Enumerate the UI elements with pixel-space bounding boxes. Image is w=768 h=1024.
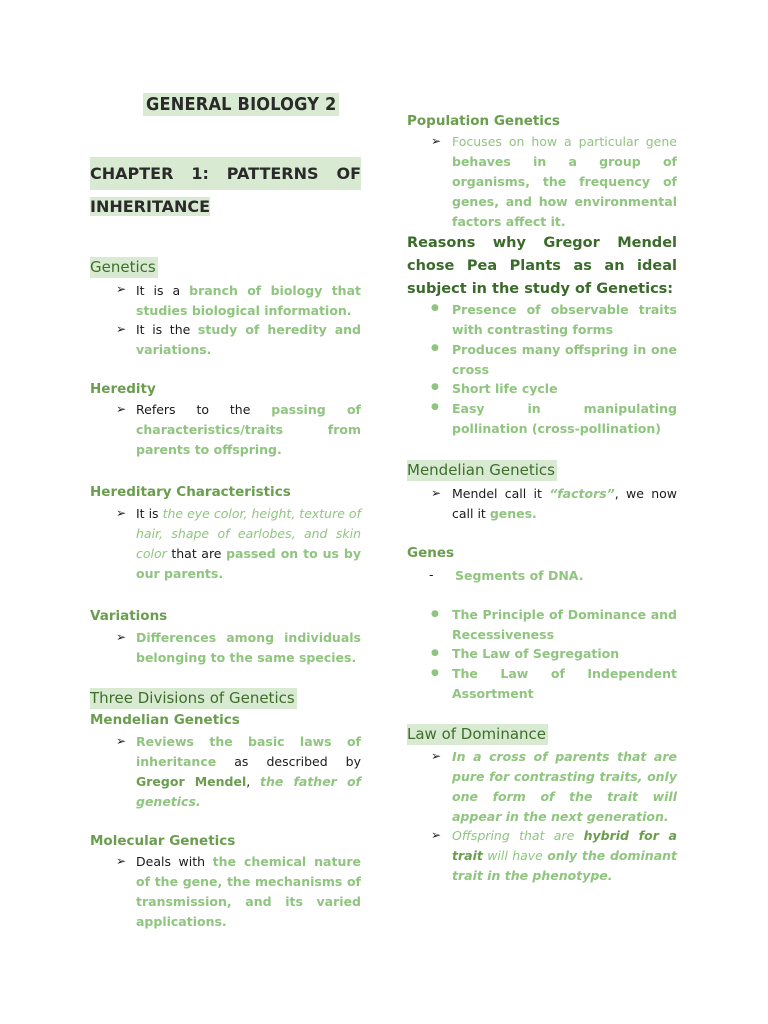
section-heading-variations: Variations: [90, 608, 168, 624]
bullet-dot-icon: ●: [431, 343, 439, 353]
arrow-bullet-icon: ➢: [116, 854, 127, 868]
arrow-bullet-icon: ➢: [116, 402, 127, 416]
section-heading-hereditary-characteristics: Hereditary Characteristics: [90, 484, 291, 500]
variations-item: Differences among individuals belonging to the same species.: [136, 630, 361, 665]
subheading-mendelian-genetics: Mendelian Genetics: [90, 712, 240, 728]
heredity-item: Refers to the passing of characteristics/traits from parents to offspring.: [136, 402, 361, 457]
reason-item-2: Produces many offspring in one cross: [452, 342, 677, 377]
section-heading-population-genetics: Population Genetics: [407, 113, 560, 129]
arrow-bullet-icon: ➢: [116, 506, 127, 520]
arrow-bullet-icon: ➢: [431, 134, 442, 148]
arrow-bullet-icon: ➢: [116, 322, 127, 336]
bullet-dot-icon: ●: [431, 402, 439, 412]
reasons-heading: Reasons why Gregor Mendel chose Pea Plants as an ideal subject in the study of Genetics:: [407, 235, 677, 297]
molecular-genetics-item: Deals with the chemical nature of the gene, the mechanisms of transmission, and its varied applications.: [136, 854, 361, 929]
chapter-heading-line1: CHAPTER 1: PATTERNS OF: [90, 157, 361, 190]
bullet-dot-icon: ●: [431, 303, 439, 313]
bullet-dot-icon: ●: [431, 382, 439, 392]
law-of-dominance-item-2: Offspring that are hybrid for a trait will have only the dominant trait in the phenotype.: [452, 828, 678, 883]
dash-marker: -: [429, 567, 434, 582]
bullet-dot-icon: ●: [431, 668, 439, 678]
mendelian-genetics-item: Mendel call it “factors”, we now call it genes.: [452, 486, 677, 521]
bullet-dot-icon: ●: [431, 648, 439, 658]
chapter-heading: [90, 157, 361, 223]
bullet-dot-icon: ●: [431, 609, 439, 619]
arrow-bullet-icon: ➢: [431, 486, 442, 500]
arrow-bullet-icon: ➢: [431, 828, 442, 842]
chapter-heading-line2: INHERITANCE: [90, 197, 211, 216]
principle-item-3: The Law of Independent Assortment: [452, 666, 677, 701]
population-genetics-item: Focuses on how a particular gene behaves in a group of organisms, the frequency of genes, and how environmental factors affect it.: [452, 134, 677, 229]
law-of-dominance-item-1: In a cross of parents that are pure for contrasting traits, only one form of the trait will appear in the next generation.: [452, 749, 677, 824]
arrow-bullet-icon: ➢: [431, 749, 442, 763]
section-heading-mendelian-genetics: Mendelian Genetics: [407, 461, 555, 479]
principle-item-1: The Principle of Dominance and Recessiveness: [452, 607, 677, 642]
genetics-item-1: It is a branch of biology that studies biological information.: [136, 283, 361, 318]
arrow-bullet-icon: ➢: [116, 734, 127, 748]
section-heading-heredity: Heredity: [90, 381, 156, 397]
arrow-bullet-icon: ➢: [116, 282, 127, 296]
section-heading-genes: Genes: [407, 545, 455, 561]
arrow-bullet-icon: ➢: [116, 630, 127, 644]
reason-item-1: Presence of observable traits with contrasting forms: [452, 302, 677, 337]
section-heading-law-of-dominance: Law of Dominance: [407, 725, 546, 743]
genetics-item-2: It is the study of heredity and variations.: [136, 322, 361, 357]
reason-item-3: Short life cycle: [452, 381, 558, 396]
reason-item-4: Easy in manipulating pollination (cross-pollination): [452, 401, 677, 436]
section-heading-three-divisions: Three Divisions of Genetics: [90, 689, 295, 707]
genes-item: Segments of DNA.: [455, 568, 584, 583]
mendelian-genetics-item: Reviews the basic laws of inheritance as described by Gregor Mendel, the father of genetics.: [136, 734, 361, 809]
principle-item-2: The Law of Segregation: [452, 646, 620, 661]
subheading-molecular-genetics: Molecular Genetics: [90, 833, 236, 849]
document-title: GENERAL BIOLOGY 2: [143, 93, 339, 116]
hereditary-characteristics-item: It is the eye color, height, texture of hair, shape of earlobes, and skin color that are passed on to us by our parents.: [136, 506, 361, 581]
section-heading-genetics: Genetics: [90, 258, 156, 276]
